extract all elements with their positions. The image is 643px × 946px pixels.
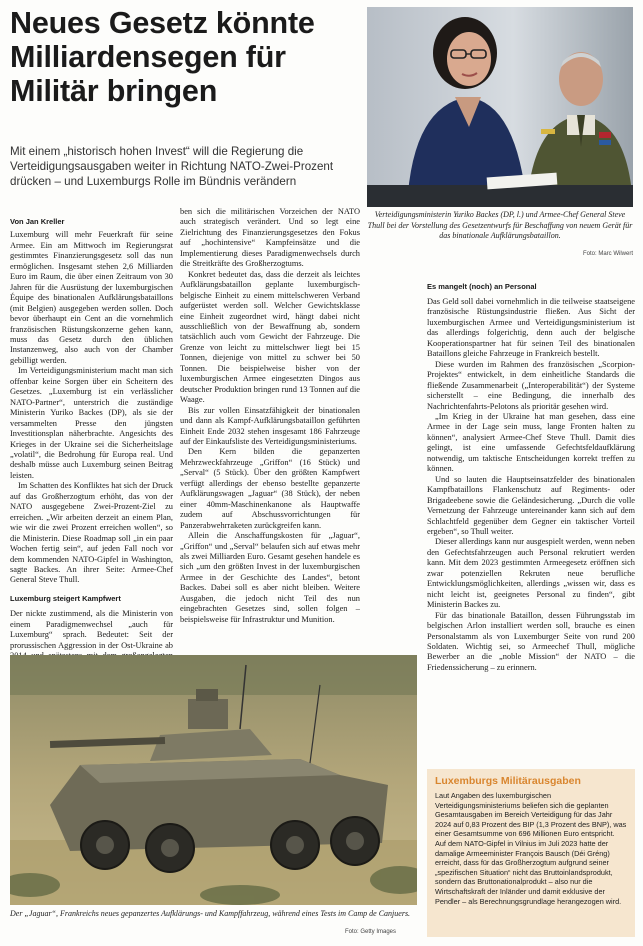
paragraph: „Im Krieg in der Ukraine hat man gesehen, dass eine Armee in der Lage sein muss, lange Fronten halten zu können“, analysiert Armee-Chef Steve Thull. Damit dies gelingt, ist eine umfassende Gefechtsfeldaufklärung notwendig, um taktische Entscheidungen korrekt treffen zu können. xyxy=(427,411,635,474)
photo-press-conference xyxy=(367,7,633,207)
photo-bottom-credit: Foto: Getty Images xyxy=(345,929,397,935)
photo-jaguar-vehicle xyxy=(10,655,417,905)
paragraph: Den Kern bilden die gepanzerten Mehrzweckfahrzeuge „Griffon“ (16 Stück) und „Serval“ (5 Stück). Über den größten Kampfwert verfügt allerdings der ebenso bestellte gepanzerte Aufklärungswagen „Jaguar“ (38 Stück), der neben einer 40mm-Maschinenkanone als Hauptwaffe zudem auf Abschussvorrichtungen für Panzerabwehrraketen zurückgreifen kann. xyxy=(180,447,360,530)
paragraph: Der nickte zustimmend, als die Ministerin von einem Paradigmenwechsel „auch für Luxemburg“ sprach. Bedeutet: Seit der prorussischen Aggression in der Ost-Ukraine ab xyxy=(10,609,173,650)
paragraph: Für das binationale Bataillon, dessen Führungsstab im belgischen Arlon installiert werden soll, brauche es einen Personalstamm als von Luxemburger Seite von rund 200 Soldaten. Wichtig sei, so Armeechef Thull, mögliche Bewerber an die „noble Mission“ der NATO – die Friedenssicherung – zu erinnern. xyxy=(427,610,635,672)
infobox-title: Luxemburgs Militärausgaben xyxy=(435,775,581,787)
infobox-military-spending xyxy=(427,769,635,937)
infobox-text: Laut Angaben des luxemburgischen Verteidigungsministeriums beliefen sich die geplanten Gesamtausgaben im Bereich Verteidigung für das Jahr 2024 auf 0,83 Prozent des BIP (1,3 Prozent des BNP), was einer Gesamtsumme von 696 Millionen Euro entspricht. Auf dem NATO-Gipfel in Vilnius im Juli 2023 hatte der damalige Armeeminister François Bausch (Déi Gréng) erreicht, dass für das Großherzogtum aufgrund seiner „spezifischen Situation“ nicht das Bruttoinlandsprodukt, sondern das Bruttonationalprodukt – also nur die Wirtschaftskraft der Inländer und damit exklusive der Pendler – als Berechnungsgrundlage herangezogen wird. xyxy=(435,791,627,906)
paragraph: Bis zur vollen Einsatzfähigkeit der binationalen und dann als Kampf-Aufklärungsbataillon geführten Einheit Ende 2032 stehen insgesamt 186 Fahrzeuge auf der Einkaufsliste des Verteidigungsministeriums. xyxy=(180,405,360,446)
paragraph: ben sich die militärischen Vorzeichen der NATO auch strategisch verändert. Und so legt eine Zielrichtung des Finanzierungsgesetzes den Fokus auf „hochintensive“ Kampfeinsätze und die Implementierung dieses Paradigmenwechsels durch die Streitkräfte des Großherzogtums. xyxy=(180,207,360,269)
paragraph: Im Verteidigungsministerium macht man sich offenbar keine Sorgen über ein Scheitern des Gesetzes. „Luxemburg ist ein verlässlicher NATO-Partner“, unterstrich die zuständige Ministerin Yuriko Backes (DP), als sie der versammelten Presse den jüngsten Investitionsplan näherbrachte. Angesichts des Krieges in der Ukraine sei die Sicherheitslage „volatil“, die Bedrohung für Europa real. Und deshalb müsse auch Luxemburg seinen Beitrag leisten. xyxy=(10,366,173,480)
paragraph: Im Schatten des Konfliktes hat sich der Druck auf das Großherzogtum erhöht, das von der NATO ausgegebene Zwei-Prozent-Ziel zu erreichen. „Wir arbeiten derzeit an einem Plan, wie wir die zwei Prozent erreichen wollen“, so die Ministerin. Diese Roadmap soll „in ein paar Wochen fertig sein“, auf jeden Fall noch vor dem kommenden NATO-Gipfel in Washington, sagte Backes. An ihrer Seite: Armee-Chef General Steve Thull. xyxy=(10,481,173,585)
column-3 xyxy=(427,297,635,673)
paragraph: Das Geld soll dabei vornehmlich in die teilweise staatseigene französische Rüstungsindustrie fließen. Aus Sicht der luxemburgischen Armee und Verteidigungsministerium ist das allerdings folgerichtig, denn auch der belgische Kooperationspartner hat für seinen Teil des binationalen Bataillons gleiche Fahrzeuge in Frankreich bestellt. xyxy=(427,297,635,359)
subhead-personal: Es mangelt (noch) an Personal xyxy=(427,282,537,291)
column-2 xyxy=(180,207,360,625)
lead-paragraph: Mit einem „historisch hohen Invest“ will die Regierung die Verteidigungsausgaben weiter in Richtung NATO-Zwei-Prozent drücken – und Luxemburgs Rolle im Bündnis verändern xyxy=(10,145,334,188)
paragraph: Dieser allerdings kann nur ausgespielt werden, wenn neben den Gefechtsfahrzeugen auch Personal rekrutiert werden kann. Mit dem 2023 gestimmten Armeegesetz eröffnen sich zwar potenziellen Rekruten neue berufliche Entwicklungsmöglichkeiten, allerdings „wissen wir, dass es nicht leicht ist, geeignetes Personal zu finden“, gibt Ministerin Backes zu. xyxy=(427,537,635,610)
column-1 xyxy=(10,217,173,672)
photo-bottom-caption: Der „Jaguar“, Frankreichs neues gepanzertes Aufklärungs- und Kampffahrzeug, während eines Tests im Camp de Canjuers. xyxy=(10,909,411,918)
paragraph: Allein die Anschaffungskosten für „Jaguar“, „Griffon“ und „Serval“ belaufen sich auf etwas mehr als zwei Milliarden Euro. Gesamt gesehen handele es sich „um den größten Invest in der luxemburgischen Armee in der Geschichte des Landes“, betont Backes. Dabei soll es aber nicht bleiben. Weitere Ausgaben, die jedoch nicht Teil des nun eingebrachten Gesetzes sind, sollen folgen – beispielsweise für Infrastruktur und Munition. xyxy=(180,531,360,624)
photo-top-caption: Verteidigungsministerin Yuriko Backes (DP, l.) und Armee-Chef General Steve Thull bei der Vorstellung des Gesetzentwurfs für Beschaffung von neuem Gerät für das binationale Aufklärungsbataillon. xyxy=(367,210,633,240)
headline: Neues Gesetz könnte Milliardensegen für Militär bringen xyxy=(10,6,315,108)
photo-top-credit: Foto: Marc Wilwert xyxy=(582,251,633,257)
byline: Von Jan Kreller xyxy=(10,217,65,226)
paragraph: Und so lauten die Hauptseinsatzfelder des binationalen Kampfbataillons Flankenschutz auf Regiments- oder Brigadeebene sowie die Geländesicherung. „Durch die volle Vernetzung der Fahrzeuge untereinander kann sich auf dem Schlachtfeld gegenüber dem Gegner ein taktischer Vorteil ergeben“, so Thull weiter. xyxy=(427,474,635,536)
paragraph: Diese wurden im Rahmen des französischen „Scorpion-Projektes“ entwickelt, in dem einheitliche Standards die fließende Zusammenarbeit („Interoperabilität“) der Systeme sicherstellt – eine Bedingung, die innerhalb des Nachrichtenfahrts-Pelotons als prioritär gesehen wird. xyxy=(427,359,635,411)
paragraph: Konkret bedeutet das, dass die derzeit als leichtes Aufklärungsbataillon geplante luxemburgisch-belgische Einheit zu einem mittelschweren Verband aufgerüstet werden soll. Welcher Gewichtsklasse eine Einheit zugeordnet wird, hängt dabei nicht ausschließlich von der Bewaffnung ab, sondern tatsächlich auch vom Gewicht der Fahrzeuge. Die Grenze von leicht zu mittelschwer liegt bei 15 Tonnen, diejenige von mittel zu schwer bei 50 Tonnen. Die beispielweise bisher von der luxemburgischen Armee eingesetzten Dingos aus deutscher Produktion bringen rund 13 Tonnen auf die Waage. xyxy=(180,269,360,405)
subhead-kampfwert: Luxemburg steigert Kampfwert xyxy=(10,593,121,603)
paragraph: Luxemburg will mehr Feuerkraft für seine Armee. Ein am Mittwoch im Regierungsrat gestimmtes Finanzierungsgesetz soll das nun ermöglichen. Insgesamt stehen 2,6 Milliarden Euro im Raum, die über einen Zeitraum von 30 Jahren für die Ausrüstung der luxemburgischen Équipe des binationalen Aufklärungsbataillons (mit Belgien) ausgegeben werden sollen. Doch bevor überhaupt ein Cent an die vornehmlich französischen Rüstungskonzerne gehen kann, muss das Gesetz durch den üblichen Instanzenweg, also auch von der Chamber gebilligt werden. xyxy=(10,230,173,365)
